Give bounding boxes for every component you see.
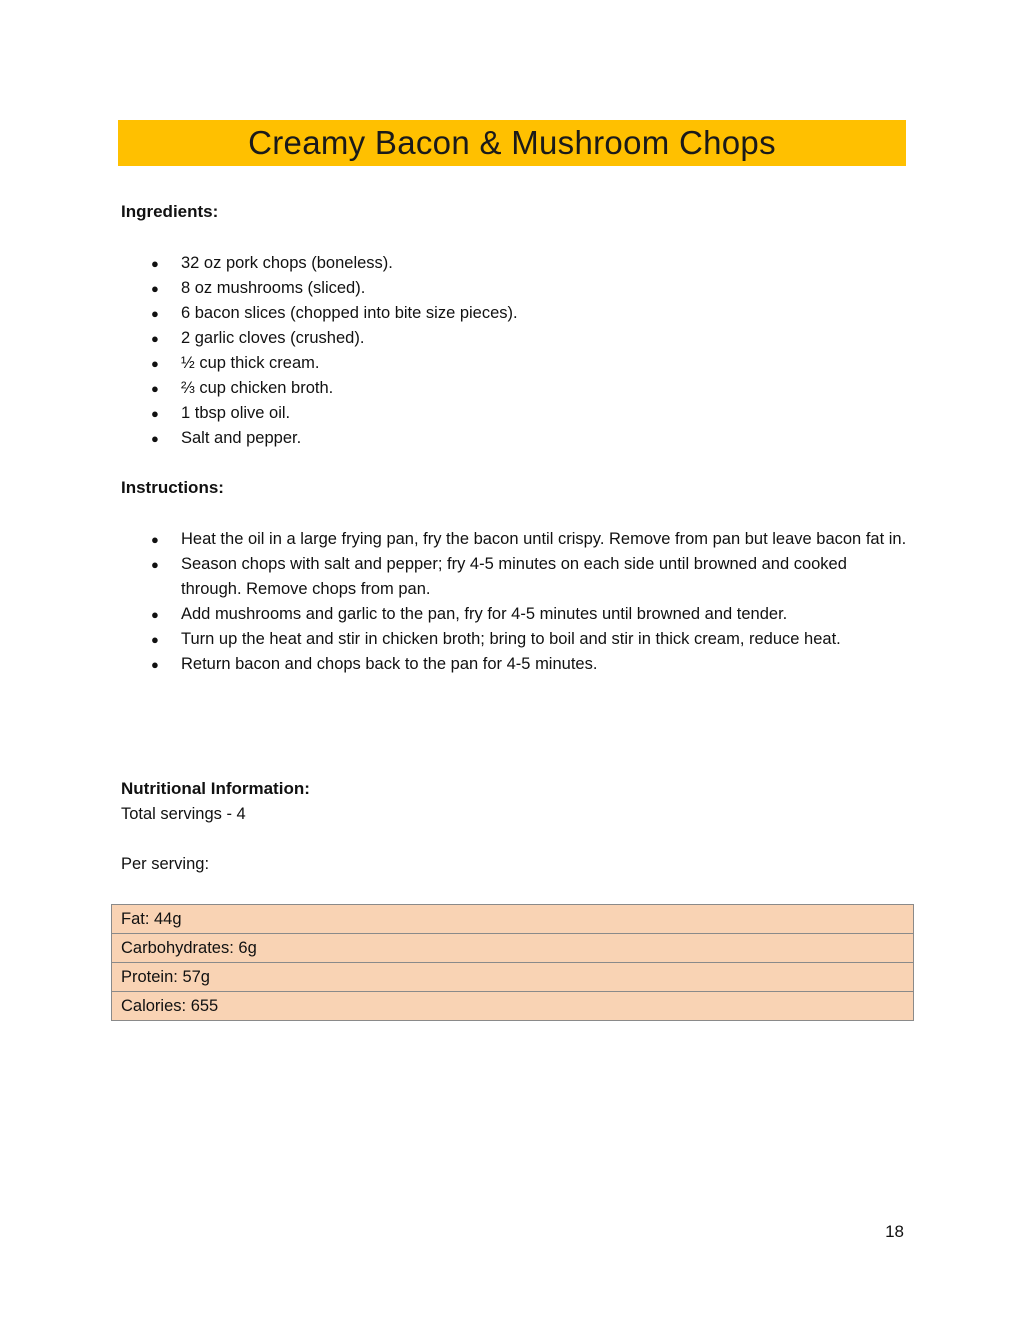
page-number: 18 [885, 1222, 904, 1241]
instructions-list [121, 527, 911, 677]
nutrition-protein: Protein: 57g [112, 963, 914, 992]
instructions-heading: Instructions: [121, 478, 224, 497]
ingredient-item: ● Salt and pepper. [121, 426, 911, 451]
ingredient-item: ● 2 garlic cloves (crushed). [121, 326, 911, 351]
ingredient-item: ● 32 oz pork chops (boneless). [121, 251, 911, 276]
bullet-icon: ● [151, 431, 159, 446]
instruction-step: ● Heat the oil in a large frying pan, fry the bacon until crispy. Remove from pan but leave bacon fat in. [121, 527, 911, 552]
nutrition-table [111, 904, 914, 1021]
ingredient-item: ● 6 bacon slices (chopped into bite size pieces). [121, 301, 911, 326]
instruction-step: ● Add mushrooms and garlic to the pan, fry for 4-5 minutes until browned and tender. [121, 602, 911, 627]
table-row [112, 963, 914, 992]
nutrition-calories: Calories: 655 [112, 992, 914, 1021]
bullet-icon: ● [151, 356, 159, 371]
bullet-icon: ● [151, 281, 159, 296]
bullet-icon: ● [151, 381, 159, 396]
nutrition-fat: Fat: 44g [112, 905, 914, 934]
ingredient-item: ● 8 oz mushrooms (sliced). [121, 276, 911, 301]
instruction-step: ● Season chops with salt and pepper; fry 4-5 minutes on each side until browned and cooked through. Remove chops from pan. [121, 552, 911, 602]
recipe-title: Creamy Bacon & Mushroom Chops [248, 124, 776, 161]
instruction-step: ● Return bacon and chops back to the pan for 4-5 minutes. [121, 652, 911, 677]
bullet-icon: ● [151, 256, 159, 271]
bullet-icon: ● [151, 406, 159, 421]
instruction-step: ● Turn up the heat and stir in chicken broth; bring to boil and stir in thick cream, reduce heat. [121, 627, 911, 652]
bullet-icon: ● [151, 306, 159, 321]
bullet-icon: ● [151, 532, 159, 547]
ingredients-heading: Ingredients: [121, 202, 219, 221]
ingredient-item: ● 1 tbsp olive oil. [121, 401, 911, 426]
nutrition-carbohydrates: Carbohydrates: 6g [112, 934, 914, 963]
ingredient-item: ● ⅔ cup chicken broth. [121, 376, 911, 401]
bullet-icon: ● [151, 632, 159, 647]
total-servings: Total servings - 4 [121, 805, 246, 823]
recipe-title-bar [118, 120, 906, 166]
ingredient-item: ● ½ cup thick cream. [121, 351, 911, 376]
ingredients-list [121, 251, 911, 451]
bullet-icon: ● [151, 607, 159, 622]
bullet-icon: ● [151, 331, 159, 346]
table-row [112, 992, 914, 1021]
table-row [112, 905, 914, 934]
bullet-icon: ● [151, 657, 159, 672]
nutrition-heading: Nutritional Information: [121, 779, 310, 798]
per-serving-label: Per serving: [121, 855, 210, 873]
bullet-icon: ● [151, 557, 159, 572]
table-row [112, 934, 914, 963]
